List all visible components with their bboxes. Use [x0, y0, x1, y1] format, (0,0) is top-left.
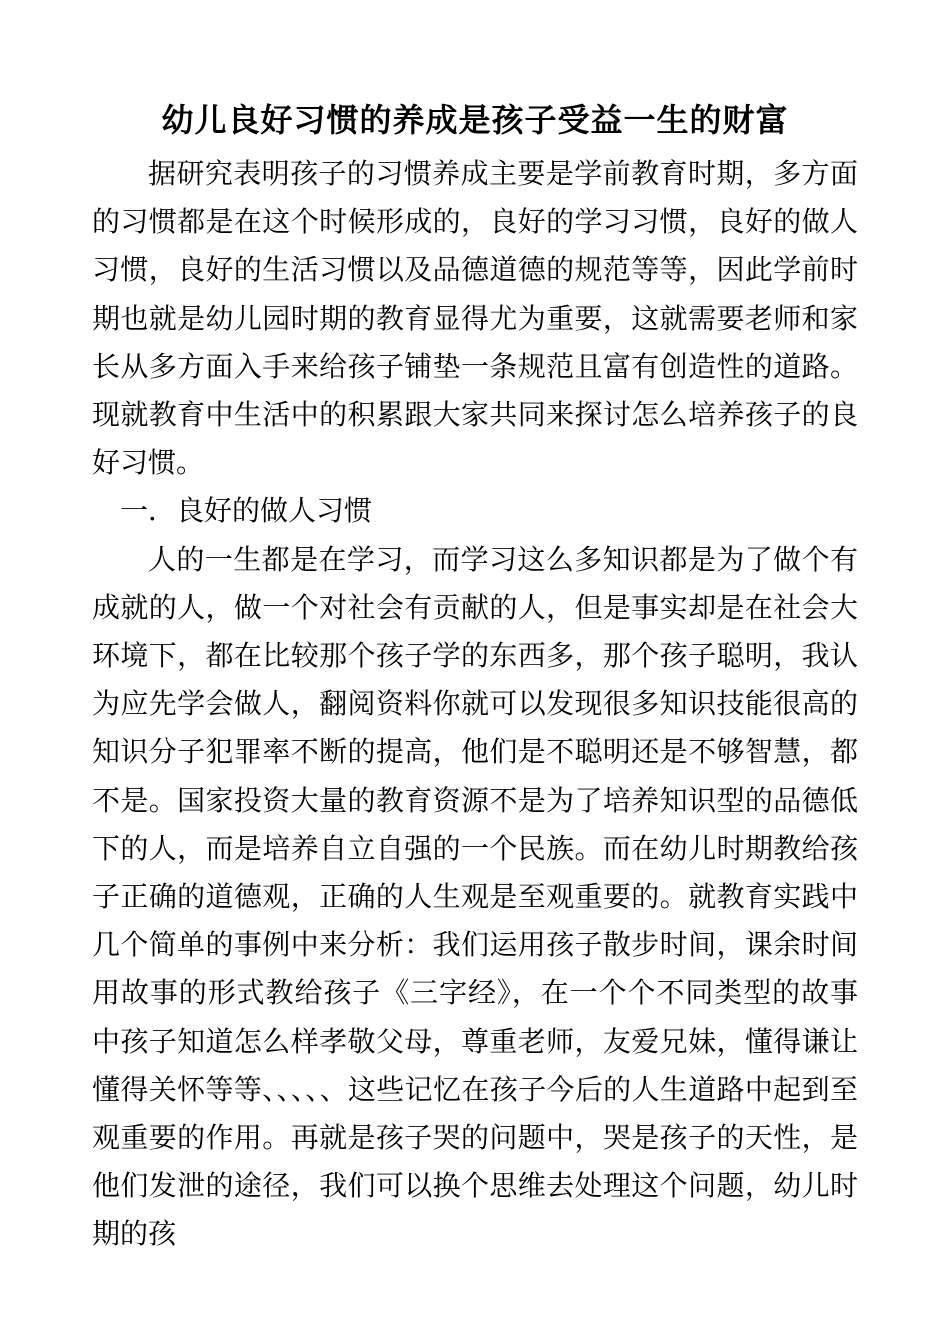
section-heading: 一．良好的做人习惯 [120, 494, 373, 528]
section-paragraph: 人的一生都是在学习，而学习这么多知识都是为了做个有成就的人，做一个对社会有贡献的人，但是事实却是在社会大环境下，都在比较那个孩子学的东西多，那个孩子聪明，我认为应先学会做人，翻阅资料你就可以发现很多知识技能很高的知识分子犯罪率不断的提高，他们是不聪明还是不够智慧，都不是。国家投资大量的教育资源不是为了培养知识型的品德低下的人，而是培养自立自强的一个民族。而在幼儿时期教给孩子正确的道德观，正确的人生观是至观重要的。就教育实践中几个简单的事例中来分析：我们运用孩子散步时间，课余时间用故事的形式教给孩子《三字经》，在一个个不同类型的故事中孩子知道怎么样孝敬父母，尊重老师，友爱兄妹，懂得谦让懂得关怀等等、、、、、这些记忆在孩子今后的人生道路中起到至观重要的作用。再就是孩子哭的问题中，哭是孩子的天性，是他们发泄的途径，我们可以换个思维去处理这个问题，幼儿时期的孩 [92, 542, 858, 1251]
document-title: 幼儿良好习惯的养成是孩子受益一生的财富 [161, 101, 789, 139]
intro-paragraph: 据研究表明孩子的习惯养成主要是学前教育时期，多方面的习惯都是在这个时候形成的，良好的学习习惯，良好的做人习惯，良好的生活习惯以及品德道德的规范等等，因此学前时期也就是幼儿园时期的教育显得尤为重要，这就需要老师和家长从多方面入手来给孩子铺垫一条规范且富有创造性的道路。现就教育中生活中的积累跟大家共同来探讨怎么培养孩子的良好习惯。 [92, 157, 858, 480]
document-body [92, 150, 858, 1259]
